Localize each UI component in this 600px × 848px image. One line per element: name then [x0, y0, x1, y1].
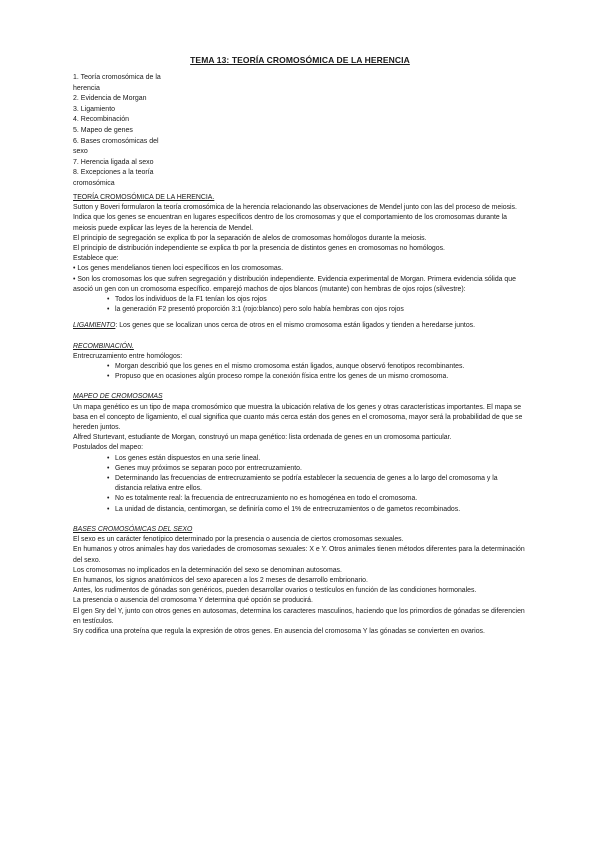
- section-heading-ligamiento: LIGAMIENTO: [73, 322, 116, 330]
- paragraph: El gen Sry del Y, junto con otros genes en autosomas, determina los caracteres masculinos, haciendo que los primordios de gónadas se diferencien en testículos.: [73, 607, 525, 625]
- paragraph: El sexo es un carácter fenotípico determinado por la presencia o ausencia de ciertos cromosomas sexuales.: [73, 536, 404, 544]
- section-heading-mapeo: MAPEO DE CROMOSOMAS: [73, 393, 163, 401]
- paragraph: La presencia o ausencia del cromosoma Y determina qué opción se producirá.: [73, 597, 313, 605]
- sub-list-item: • la generación F2 presentó proporción 3:1 (rojo:blanco) pero solo había hembras con ojos rojos: [107, 305, 525, 315]
- sub-list: [73, 295, 525, 315]
- paragraph: En humanos y otros animales hay dos variedades de cromosomas sexuales: X e Y. Otros animales tienen métodos diferentes para la determinación del sexo.: [73, 546, 525, 564]
- bullet-item: • Los genes mendelianos tienen loci específicos en los cromosomas.: [73, 265, 284, 273]
- toc-item: 7. Herencia ligada al sexo: [73, 158, 154, 166]
- table-of-contents: [73, 73, 163, 190]
- document-body: [73, 193, 525, 637]
- sub-list-item: • Morgan describió que los genes en el mismo cromosoma están ligados, aunque observó fenotipos recombinantes.: [107, 362, 525, 372]
- paragraph: Indica que los genes se encuentran en lugares específicos dentro de los cromosomas y que el comportamiento de los cromosomas durante la meiosis puede explicar las leyes de la herencia de Mendel.: [73, 214, 507, 232]
- sub-list-item: • Propuso que en ocasiones algún proceso rompe la conexión física entre los genes de un mismo cromosoma.: [107, 372, 525, 382]
- paragraph: El principio de distribución independiente se explica tb por la presencia de distintos genes en cromosomas no homólogos.: [73, 245, 445, 253]
- toc-item: 4. Recombinación: [73, 116, 130, 124]
- document-title: TEMA 13: TEORÍA CROMOSÓMICA DE LA HERENCIA: [190, 55, 410, 65]
- paragraph: Antes, los rudimentos de gónadas son genéricos, pueden desarrollar ovarios o testículos en función de las condiciones hormonales.: [73, 587, 477, 595]
- sub-list-item: • Todos los individuos de la F1 tenían los ojos rojos: [107, 295, 525, 305]
- paragraph: Postulados del mapeo:: [73, 444, 144, 452]
- paragraph: Los cromosomas no implicados en la determinación del sexo se denominan autosomas.: [73, 566, 342, 574]
- sub-list-item: • Los genes están dispuestos en una serie lineal.: [107, 454, 525, 464]
- ligamiento-paragraph: [73, 321, 525, 331]
- bullet-item: • Son los cromosomas los que sufren segregación y distribución independiente. Evidencia experimental de Morgan. Primera evidencia sólida que asoció un gen con un cromosoma específico. emparejó machos de ojos blancos (mutante) con hembras de ojos rojos (silvestre):: [73, 275, 516, 293]
- sub-list: [73, 454, 525, 515]
- toc-item: 3. Ligamiento: [73, 105, 116, 113]
- toc-item: 6. Bases cromosómicas del sexo: [73, 137, 159, 156]
- paragraph: Sry codifica una proteína que regula la expresión de otros genes. En ausencia del cromosoma Y las gónadas se convierten en ovarios.: [73, 627, 485, 635]
- paragraph: Entrecruzamiento entre homólogos:: [73, 352, 183, 360]
- sub-list-item: • No es totalmente real: la frecuencia de entrecruzamiento no es homogénea en todo el cromosoma.: [107, 494, 525, 504]
- toc-item: 8. Excepciones a la teoría cromosómica: [73, 169, 154, 187]
- paragraph: Establece que:: [73, 255, 119, 263]
- paragraph: En humanos, los signos anatómicos del sexo aparecen a los 2 meses de desarrollo embrionario.: [73, 576, 368, 584]
- section-heading-bases-sexo: BASES CROMOSÓMICAS DEL SEXO: [73, 525, 193, 533]
- sub-list: [73, 362, 525, 382]
- paragraph: El principio de segregación se explica tb por la separación de alelos de cromosomas homólogos durante la meiosis.: [73, 234, 427, 242]
- paragraph: Alfred Sturtevant, estudiante de Morgan, construyó un mapa genético: lista ordenada de genes en un cromosoma particular.: [73, 434, 452, 442]
- toc-item: 5. Mapeo de genes: [73, 126, 133, 134]
- ligamiento-text: : Los genes que se localizan unos cerca de otros en el mismo cromosoma están ligados y tienden a heredarse juntos.: [115, 322, 476, 330]
- toc-item: 1. Teoría cromosómica de la herencia: [73, 74, 161, 92]
- section-heading-teoria: TEORÍA CROMOSÓMICA DE LA HERENCIA.: [73, 194, 215, 201]
- toc-item: 2. Evidencia de Morgan: [73, 95, 147, 103]
- sub-list-item: • Genes muy próximos se separan poco por entrecruzamiento.: [107, 464, 525, 474]
- sub-list-item: • La unidad de distancia, centimorgan, se definiría como el 1% de entrecruzamientos o de gametos recombinados.: [107, 505, 525, 515]
- sub-list-item: • Determinando las frecuencias de entrecruzamiento se podría establecer la secuencia de genes a lo largo del cromosoma y la distancia relativa entre ellos.: [107, 474, 525, 494]
- paragraph: Un mapa genético es un tipo de mapa cromosómico que muestra la ubicación relativa de los genes y otras características importantes. El mapa se basa en el concepto de ligamiento, el cual significa que cuanto más cerca están dos genes en el cromosoma, mayor será la probabilidad de que se hereden juntos.: [73, 403, 523, 432]
- paragraph: Sutton y Boveri formularon la teoría cromosómica de la herencia relacionando las observaciones de Mendel junto con las del proceso de meiosis.: [73, 204, 517, 212]
- section-heading-recombinacion: RECOMBINACIÓN.: [73, 342, 134, 350]
